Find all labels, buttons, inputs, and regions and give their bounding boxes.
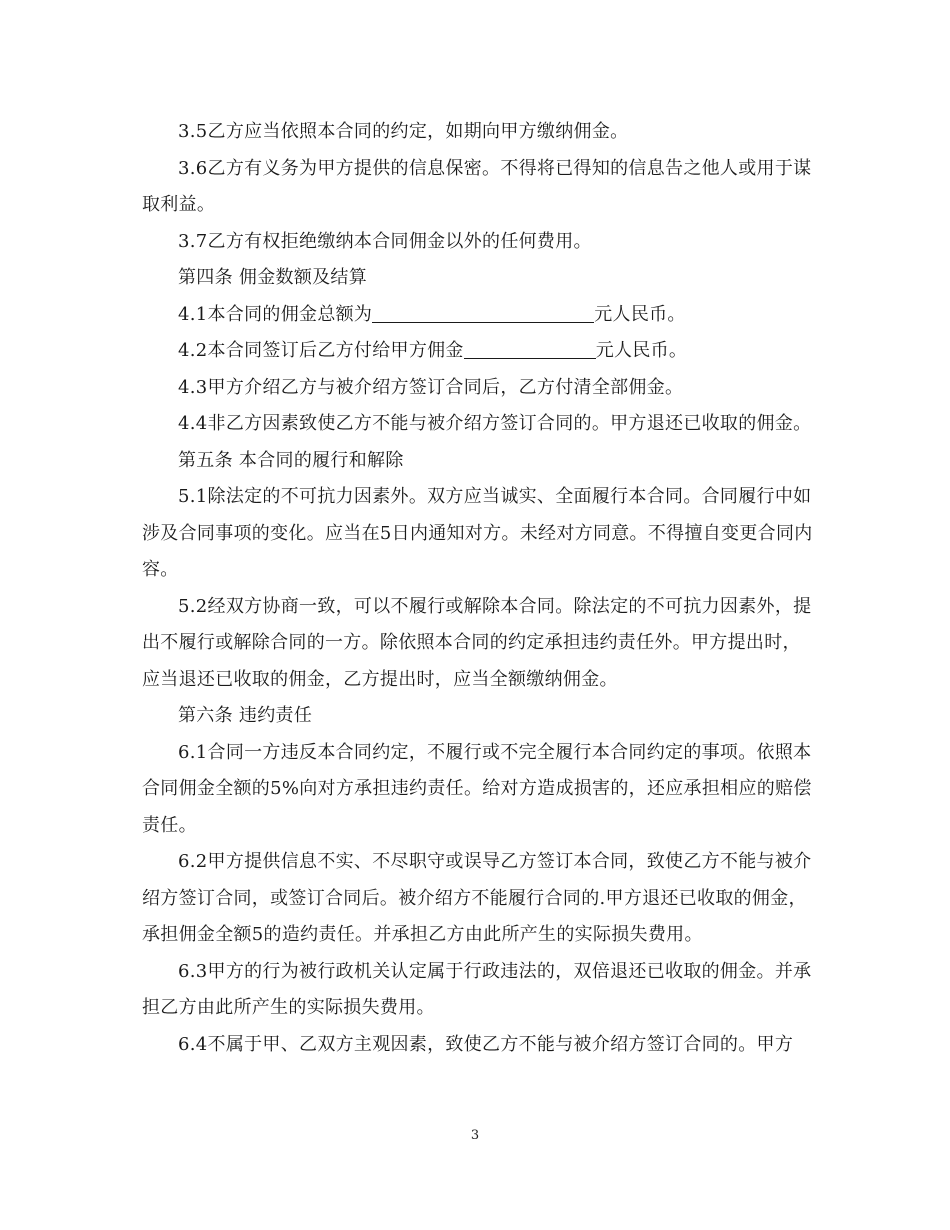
clause-4-1-unit: 元人民币。 — [594, 303, 686, 325]
article-5-heading: 第五条 本合同的履行和解除 — [178, 449, 404, 471]
clause-6-1: 6.1合同一方违反本合同约定，不履行或不完全履行本合同约定的事项。依照本合同佣金全额的5%向对方承担违约责任。给对方造成损害的，还应承担相应的赔偿责任。 — [142, 741, 812, 836]
clause-4-2 — [142, 333, 818, 370]
clause-6-4: 6.4不属于甲、乙双方主观因素，致使乙方不能与被介绍方签订合同的。甲方 — [178, 1033, 794, 1055]
clause-3-7: 3.7乙方有权拒绝缴纳本合同佣金以外的任何费用。 — [178, 230, 592, 252]
clause-5-2: 5.2经双方协商一致，可以不履行或解除本合同。除法定的不可抗力因素外，提出不履行或解除合同的一方。除依照本合同的约定承担违约责任外。甲方提出时，应当退还已收取的佣金，乙方提出时，应当全额缴纳佣金。 — [142, 595, 812, 690]
clause-4-2-unit: 元人民币。 — [595, 340, 688, 361]
clause-6-2: 6.2甲方提供信息不实、不尽职守或误导乙方签订本合同，致使乙方不能与被介绍方签订合同，或签订合同后。被介绍方不能履行合同的.甲方退还已收取的佣金，承担佣金全额5的造约责任。并承担乙方由此所产生的实际损失费用。 — [142, 851, 812, 945]
clause-5-1: 5.1除法定的不可抗力因素外。双方应当诚实、全面履行本合同。合同履行中如涉及合同事项的变化。应当在5日内通知对方。未经对方同意。不得擅自变更合同内容。 — [142, 486, 813, 580]
article-6-heading: 第六条 违约责任 — [178, 705, 313, 726]
clause-4-1-text: 4.1本合同的佣金总额为 — [178, 303, 373, 325]
commission-payment-blank[interactable] — [464, 338, 596, 359]
clause-4-1 — [142, 297, 818, 334]
clause-4-3: 4.3甲方介绍乙方与被介绍方签订合同后，乙方付清全部佣金。 — [178, 376, 684, 398]
clause-4-4: 4.4非乙方因素致使乙方不能与被介绍方签订合同的。甲方退还已收取的佣金。 — [178, 413, 812, 434]
document-body — [142, 114, 818, 1063]
clause-3-6: 3.6乙方有义务为甲方提供的信息保密。不得将已得知的信息告之他人或用于谋取利益。 — [142, 157, 812, 215]
clause-6-3: 6.3甲方的行为被行政机关认定属于行政违法的，双倍退还已收取的佣金。并承担乙方由此所产生的实际损失费用。 — [142, 960, 812, 1018]
clause-3-5: 3.5乙方应当依照本合同的约定，如期向甲方缴纳佣金。 — [178, 121, 629, 142]
commission-total-blank[interactable] — [372, 302, 594, 323]
page-number: 3 — [470, 1128, 480, 1143]
article-4-heading: 第四条 佣金数额及结算 — [178, 267, 368, 288]
clause-4-2-text: 4.2本合同签订后乙方付给甲方佣金 — [178, 340, 464, 361]
